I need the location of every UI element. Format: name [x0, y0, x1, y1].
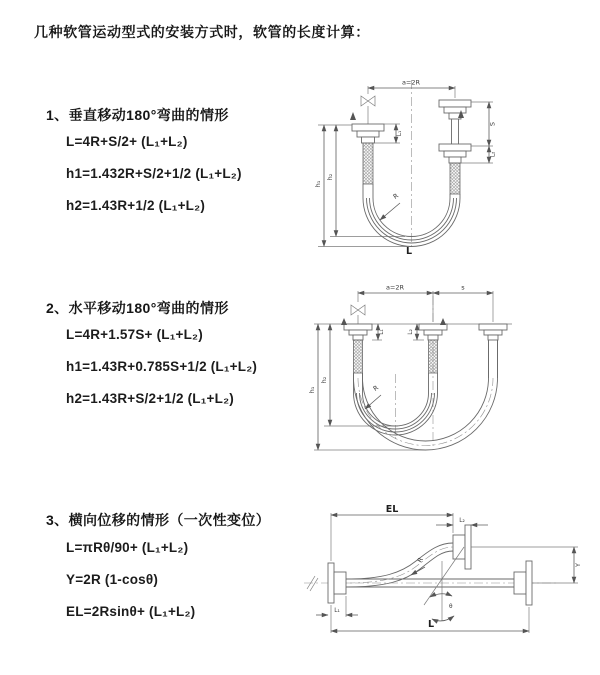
dimension-fitting-left	[316, 596, 358, 617]
formula-line: L=4R+1.57S+ (L₁+L₂)	[66, 327, 203, 342]
braided-hose-section	[354, 340, 363, 373]
dimension-stroke-S	[471, 102, 497, 146]
section3-formulas	[66, 532, 195, 628]
dimension-EL	[331, 504, 453, 561]
hose-s-curve-displaced	[346, 543, 453, 587]
dim-label-h2: h₂	[320, 376, 328, 384]
section2-heading: 2、水平移动180°弯曲的情形	[46, 300, 229, 316]
dim-label-a2r: a=2R	[385, 283, 405, 292]
flange-right-original	[514, 561, 532, 605]
dim-label-theta: θ	[449, 604, 453, 610]
valve-icon	[351, 305, 365, 324]
formula-line: Y=2R (1-cosθ)	[66, 572, 159, 587]
dim-label-L: L	[427, 619, 435, 630]
flange-middle	[419, 324, 447, 373]
flange-left	[344, 324, 372, 373]
diagram-horizontal-180-bend	[308, 278, 590, 460]
section1-heading: 1、垂直移动180°弯曲的情形	[46, 107, 229, 123]
movement-arrow-up	[350, 112, 356, 120]
dimension-h1	[308, 324, 426, 450]
dimension-fitting-right	[436, 518, 488, 525]
flange-left	[328, 563, 346, 603]
formula-line: h1=1.43R+0.785S+1/2 (L₁+L₂)	[66, 359, 258, 374]
dim-label-l1: L₁	[397, 130, 403, 137]
formula-line: h2=1.43R+1/2 (L₁+L₂)	[66, 198, 206, 213]
dimension-span-top	[358, 284, 493, 323]
dim-label-l2: L₂	[490, 151, 497, 158]
movement-arrow	[440, 318, 446, 325]
dim-label-s: s	[461, 283, 465, 292]
flange-left	[352, 124, 384, 184]
dim-label-h2: h₂	[326, 173, 334, 181]
movement-arrow	[341, 318, 347, 325]
dim-label-L: L	[405, 246, 413, 257]
section1-formulas	[66, 126, 242, 222]
braided-hose-section	[363, 143, 373, 184]
dimension-span-top	[368, 79, 455, 99]
pipe-break-symbol	[307, 576, 318, 591]
dim-label-EL: EL	[385, 504, 399, 515]
page-title: 几种软管运动型式的安装方式时，软管的长度计算：	[34, 24, 370, 40]
dim-label-l1: L₁	[379, 329, 385, 335]
dimension-fitting-left	[372, 324, 385, 340]
dim-label-R: R	[391, 191, 401, 201]
radius-leader	[365, 384, 381, 409]
dim-label-h1: h₁	[308, 386, 316, 394]
dimension-L	[331, 605, 529, 633]
dim-label-R: R	[371, 383, 381, 393]
braided-hose-section	[429, 340, 438, 373]
dim-label-a2r: a=2R	[401, 78, 421, 87]
formula-line: L=πRθ/90+ (L₁+L₂)	[66, 540, 189, 555]
dim-label-Y: Y	[574, 563, 582, 567]
dim-label-l2: L₂	[408, 329, 414, 335]
dim-label-l1: L₁	[334, 608, 340, 614]
formula-line: EL=2Rsinθ+ (L₁+L₂)	[66, 604, 196, 619]
dim-label-R: R	[415, 556, 425, 564]
dim-label-h1: h₁	[314, 180, 322, 188]
valve-icon	[361, 96, 375, 124]
flange-right-displaced	[479, 324, 507, 378]
section2-formulas	[66, 319, 257, 415]
formula-line: L=4R+S/2+ (L₁+L₂)	[66, 134, 188, 149]
radius-leader	[380, 192, 400, 220]
dim-label-S: S	[488, 121, 497, 127]
flange-upper-displaced	[453, 525, 471, 569]
flange-right-upper	[439, 100, 471, 144]
formula-line: h2=1.43R+S/2+1/2 (L₁+L₂)	[66, 391, 234, 406]
diagram-vertical-180-bend	[310, 72, 590, 257]
formula-line: h1=1.432R+S/2+1/2 (L₁+L₂)	[66, 166, 242, 181]
hose-u-bend-displaced	[354, 340, 498, 450]
section3-heading: 3、横向位移的情形（一次性变位）	[46, 512, 271, 528]
braided-hose-section	[450, 163, 460, 194]
flange-right-lower	[439, 144, 471, 194]
dim-label-l2: L₂	[459, 518, 465, 524]
diagram-lateral-displacement	[298, 503, 590, 645]
